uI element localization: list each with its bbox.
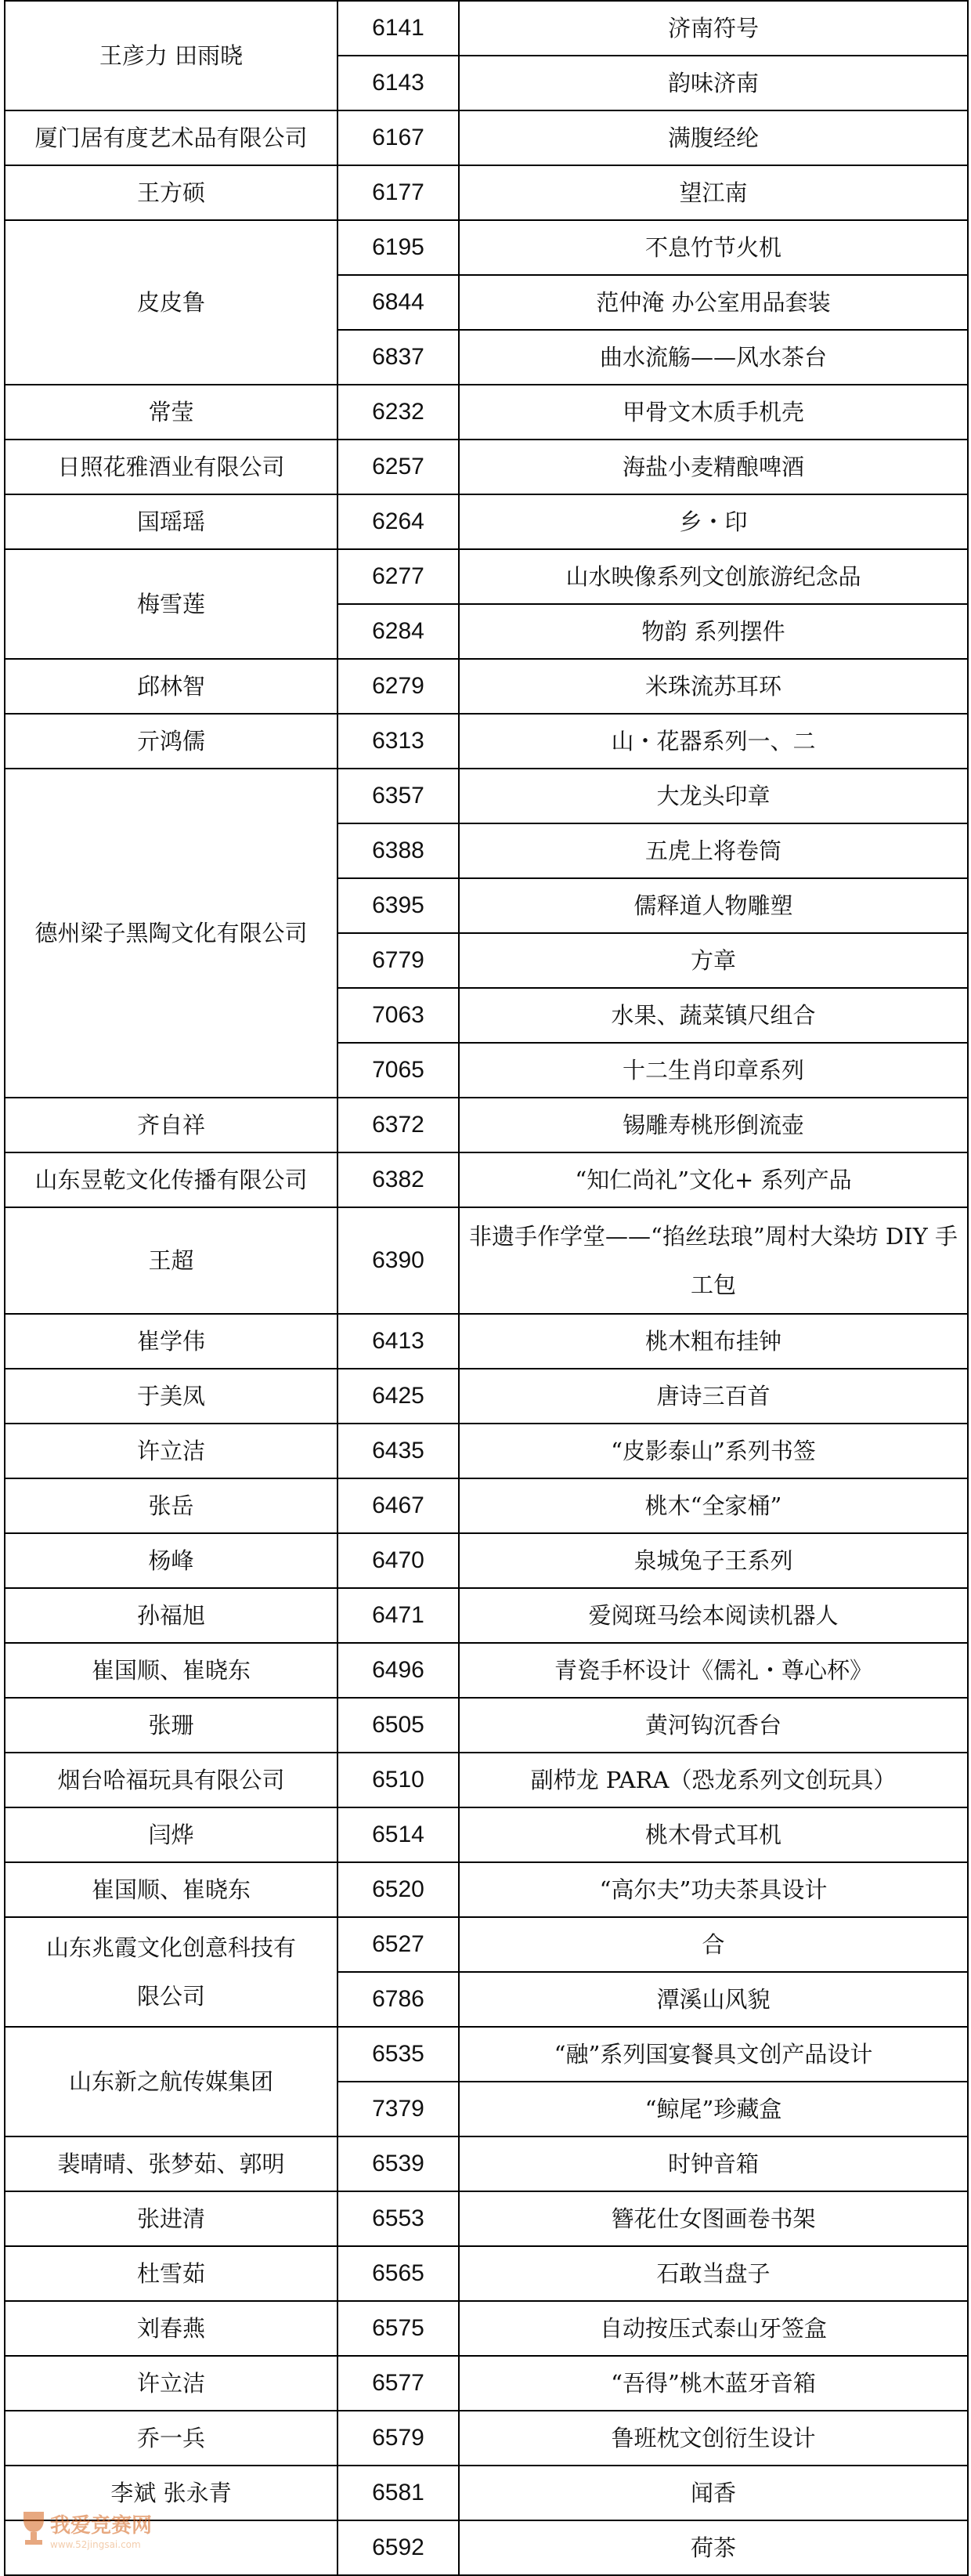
table-row	[5, 2191, 968, 2246]
work-code-cell: 6553	[338, 2191, 459, 2246]
author-cell: 崔国顺、崔晓东	[5, 1643, 338, 1698]
author-cell: 齐自祥	[5, 1098, 338, 1152]
table-row	[5, 1098, 968, 1152]
table-row	[5, 1314, 968, 1369]
work-code-cell: 6539	[338, 2136, 459, 2191]
author-cell: 日照花雅酒业有限公司	[5, 440, 338, 494]
work-title-cell: 合	[459, 1917, 968, 1972]
author-cell: 张岳	[5, 1478, 338, 1533]
table-row	[5, 1917, 968, 1972]
work-code-cell: 6277	[338, 549, 459, 604]
author-cell: 王超	[5, 1207, 338, 1314]
author-cell: 孙福旭	[5, 1588, 338, 1643]
work-title-cell: 潭溪山风貌	[459, 1972, 968, 2027]
work-code-cell: 6372	[338, 1098, 459, 1152]
work-code-cell: 6284	[338, 604, 459, 659]
work-code-cell: 6505	[338, 1698, 459, 1753]
author-cell: 于美凤	[5, 1369, 338, 1424]
work-code-cell: 6837	[338, 330, 459, 385]
work-title-cell: 甲骨文木质手机壳	[459, 385, 968, 440]
work-code-cell: 7063	[338, 988, 459, 1043]
work-code-cell: 6786	[338, 1972, 459, 2027]
work-code-cell: 6167	[338, 110, 459, 165]
work-title-cell: “吾得”桃木蓝牙音箱	[459, 2356, 968, 2411]
work-code-cell: 6535	[338, 2027, 459, 2082]
work-title-cell: 荷茶	[459, 2520, 968, 2575]
watermark-url: www.52jingsai.com	[50, 2539, 141, 2550]
table-row	[5, 1753, 968, 1807]
work-title-cell: 非遗手作学堂——“掐丝珐琅”周村大染坊 DIY 手工包	[459, 1207, 968, 1314]
work-title-cell: 桃木“全家桶”	[459, 1478, 968, 1533]
work-title-cell: 十二生肖印章系列	[459, 1043, 968, 1098]
work-title-cell: 儒释道人物雕塑	[459, 878, 968, 933]
table-row	[5, 1698, 968, 1753]
table-row	[5, 1478, 968, 1533]
table-row	[5, 659, 968, 714]
work-title-cell: 山水映像系列文创旅游纪念品	[459, 549, 968, 604]
work-code-cell: 6279	[338, 659, 459, 714]
award-table	[4, 0, 969, 2576]
work-title-cell: 泉城兔子王系列	[459, 1533, 968, 1588]
author-cell: 山东昱乾文化传播有限公司	[5, 1152, 338, 1207]
author-cell: 常莹	[5, 385, 338, 440]
work-code-cell: 6390	[338, 1207, 459, 1314]
work-code-cell: 6143	[338, 56, 459, 110]
work-code-cell: 6413	[338, 1314, 459, 1369]
author-cell: 德州梁子黑陶文化有限公司	[5, 769, 338, 1098]
author-cell: 王方硕	[5, 165, 338, 220]
work-code-cell: 7379	[338, 2082, 459, 2136]
work-title-cell: 济南符号	[459, 1, 968, 56]
author-cell: 邱林智	[5, 659, 338, 714]
work-code-cell: 6779	[338, 933, 459, 988]
work-title-cell: “知仁尚礼”文化+ 系列产品	[459, 1152, 968, 1207]
table-row	[5, 769, 968, 823]
work-title-cell: 水果、蔬菜镇尺组合	[459, 988, 968, 1043]
author-cell: 皮皮鲁	[5, 220, 338, 385]
work-title-cell: 锡雕寿桃形倒流壶	[459, 1098, 968, 1152]
table-row	[5, 2136, 968, 2191]
work-title-cell: 五虎上将卷筒	[459, 823, 968, 878]
author-cell: 张珊	[5, 1698, 338, 1753]
work-code-cell: 6844	[338, 275, 459, 330]
author-cell: 王彦力 田雨晓	[5, 1, 338, 110]
work-title-cell: 黄河钩沉香台	[459, 1698, 968, 1753]
author-cell: 崔国顺、崔晓东	[5, 1862, 338, 1917]
work-code-cell: 6195	[338, 220, 459, 275]
work-code-cell: 6357	[338, 769, 459, 823]
table-body	[5, 1, 968, 2575]
author-cell: 乔一兵	[5, 2411, 338, 2466]
table-row	[5, 2301, 968, 2356]
work-code-cell: 6565	[338, 2246, 459, 2301]
work-code-cell: 6577	[338, 2356, 459, 2411]
author-cell: 许立洁	[5, 1424, 338, 1478]
work-code-cell: 6313	[338, 714, 459, 769]
work-code-cell: 6435	[338, 1424, 459, 1478]
work-code-cell: 6575	[338, 2301, 459, 2356]
work-code-cell: 6467	[338, 1478, 459, 1533]
work-code-cell: 6388	[338, 823, 459, 878]
author-cell: 裴晴晴、张梦茹、郭明	[5, 2136, 338, 2191]
table-row	[5, 110, 968, 165]
work-title-cell: 大龙头印章	[459, 769, 968, 823]
author-cell: 杨峰	[5, 1533, 338, 1588]
author-cell: 李斌 张永青	[5, 2466, 338, 2520]
work-title-cell: 副栉龙 PARA（恐龙系列文创玩具）	[459, 1753, 968, 1807]
table-row	[5, 2027, 968, 2082]
table-row	[5, 1207, 968, 1314]
watermark-logo-text: 我爱竞赛网	[50, 2514, 153, 2538]
work-title-cell: 自动按压式泰山牙签盒	[459, 2301, 968, 2356]
work-code-cell: 6527	[338, 1917, 459, 1972]
work-title-cell: 乡・印	[459, 494, 968, 549]
work-code-cell: 6496	[338, 1643, 459, 1698]
work-title-cell: 石敢当盘子	[459, 2246, 968, 2301]
work-code-cell: 6257	[338, 440, 459, 494]
table-row	[5, 1424, 968, 1478]
work-code-cell: 6581	[338, 2466, 459, 2520]
table-row	[5, 2246, 968, 2301]
table-row	[5, 1533, 968, 1588]
work-title-cell: 望江南	[459, 165, 968, 220]
table-row	[5, 494, 968, 549]
author-cell: 山东兆霞文化创意科技有限公司	[5, 1917, 338, 2027]
work-title-cell: 唐诗三百首	[459, 1369, 968, 1424]
work-title-cell: 米珠流苏耳环	[459, 659, 968, 714]
work-title-cell: “鲸尾”珍藏盒	[459, 2082, 968, 2136]
work-title-cell: “高尔夫”功夫茶具设计	[459, 1862, 968, 1917]
work-title-cell: 物韵 系列摆件	[459, 604, 968, 659]
author-cell: 崔学伟	[5, 1314, 338, 1369]
table-row	[5, 1588, 968, 1643]
work-title-cell: 曲水流觞——风水茶台	[459, 330, 968, 385]
work-code-cell: 6232	[338, 385, 459, 440]
author-cell: 厦门居有度艺术品有限公司	[5, 110, 338, 165]
work-title-cell: 范仲淹 办公室用品套装	[459, 275, 968, 330]
author-cell: 杜雪茹	[5, 2246, 338, 2301]
work-title-cell: 鲁班枕文创衍生设计	[459, 2411, 968, 2466]
author-cell: 闫烨	[5, 1807, 338, 1862]
site-watermark	[16, 2498, 180, 2560]
work-code-cell: 6141	[338, 1, 459, 56]
work-code-cell: 6470	[338, 1533, 459, 1588]
table-row	[5, 1862, 968, 1917]
work-title-cell: “皮影泰山”系列书签	[459, 1424, 968, 1478]
author-cell: 山东新之航传媒集团	[5, 2027, 338, 2136]
table-row	[5, 440, 968, 494]
work-code-cell: 6592	[338, 2520, 459, 2575]
work-title-cell: 方章	[459, 933, 968, 988]
work-title-cell: 韵味济南	[459, 56, 968, 110]
work-code-cell: 6264	[338, 494, 459, 549]
trophy-logo-icon	[16, 2498, 180, 2560]
work-code-cell: 6471	[338, 1588, 459, 1643]
work-code-cell: 6425	[338, 1369, 459, 1424]
work-title-cell: 不息竹节火机	[459, 220, 968, 275]
author-cell: 国瑶瑶	[5, 494, 338, 549]
work-code-cell: 6579	[338, 2411, 459, 2466]
author-cell: 梅雪莲	[5, 549, 338, 659]
work-code-cell: 7065	[338, 1043, 459, 1098]
author-cell: 许立洁	[5, 2356, 338, 2411]
table-row	[5, 549, 968, 604]
work-title-cell: 桃木粗布挂钟	[459, 1314, 968, 1369]
table-row	[5, 2411, 968, 2466]
work-code-cell: 6510	[338, 1753, 459, 1807]
work-title-cell: 时钟音箱	[459, 2136, 968, 2191]
award-list-sheet	[4, 0, 967, 2576]
work-code-cell: 6177	[338, 165, 459, 220]
work-title-cell: 闻香	[459, 2466, 968, 2520]
work-title-cell: “融”系列国宴餐具文创产品设计	[459, 2027, 968, 2082]
work-code-cell: 6520	[338, 1862, 459, 1917]
work-title-cell: 海盐小麦精酿啤酒	[459, 440, 968, 494]
author-cell: 刘春燕	[5, 2301, 338, 2356]
author-cell: 烟台哈福玩具有限公司	[5, 1753, 338, 1807]
table-row	[5, 1369, 968, 1424]
table-row	[5, 220, 968, 275]
work-code-cell: 6395	[338, 878, 459, 933]
table-row	[5, 1807, 968, 1862]
table-row	[5, 1643, 968, 1698]
table-row	[5, 2356, 968, 2411]
work-title-cell: 爱阅斑马绘本阅读机器人	[459, 1588, 968, 1643]
table-row	[5, 385, 968, 440]
work-code-cell: 6514	[338, 1807, 459, 1862]
work-title-cell: 桃木骨式耳机	[459, 1807, 968, 1862]
work-title-cell: 青瓷手杯设计《儒礼・尊心杯》	[459, 1643, 968, 1698]
work-title-cell: 山・花器系列一、二	[459, 714, 968, 769]
work-title-cell: 满腹经纶	[459, 110, 968, 165]
table-row	[5, 165, 968, 220]
table-row	[5, 714, 968, 769]
work-title-cell: 簪花仕女图画卷书架	[459, 2191, 968, 2246]
work-code-cell: 6382	[338, 1152, 459, 1207]
author-cell: 张进清	[5, 2191, 338, 2246]
table-row	[5, 1152, 968, 1207]
author-cell: 亓鸿儒	[5, 714, 338, 769]
table-row	[5, 1, 968, 56]
